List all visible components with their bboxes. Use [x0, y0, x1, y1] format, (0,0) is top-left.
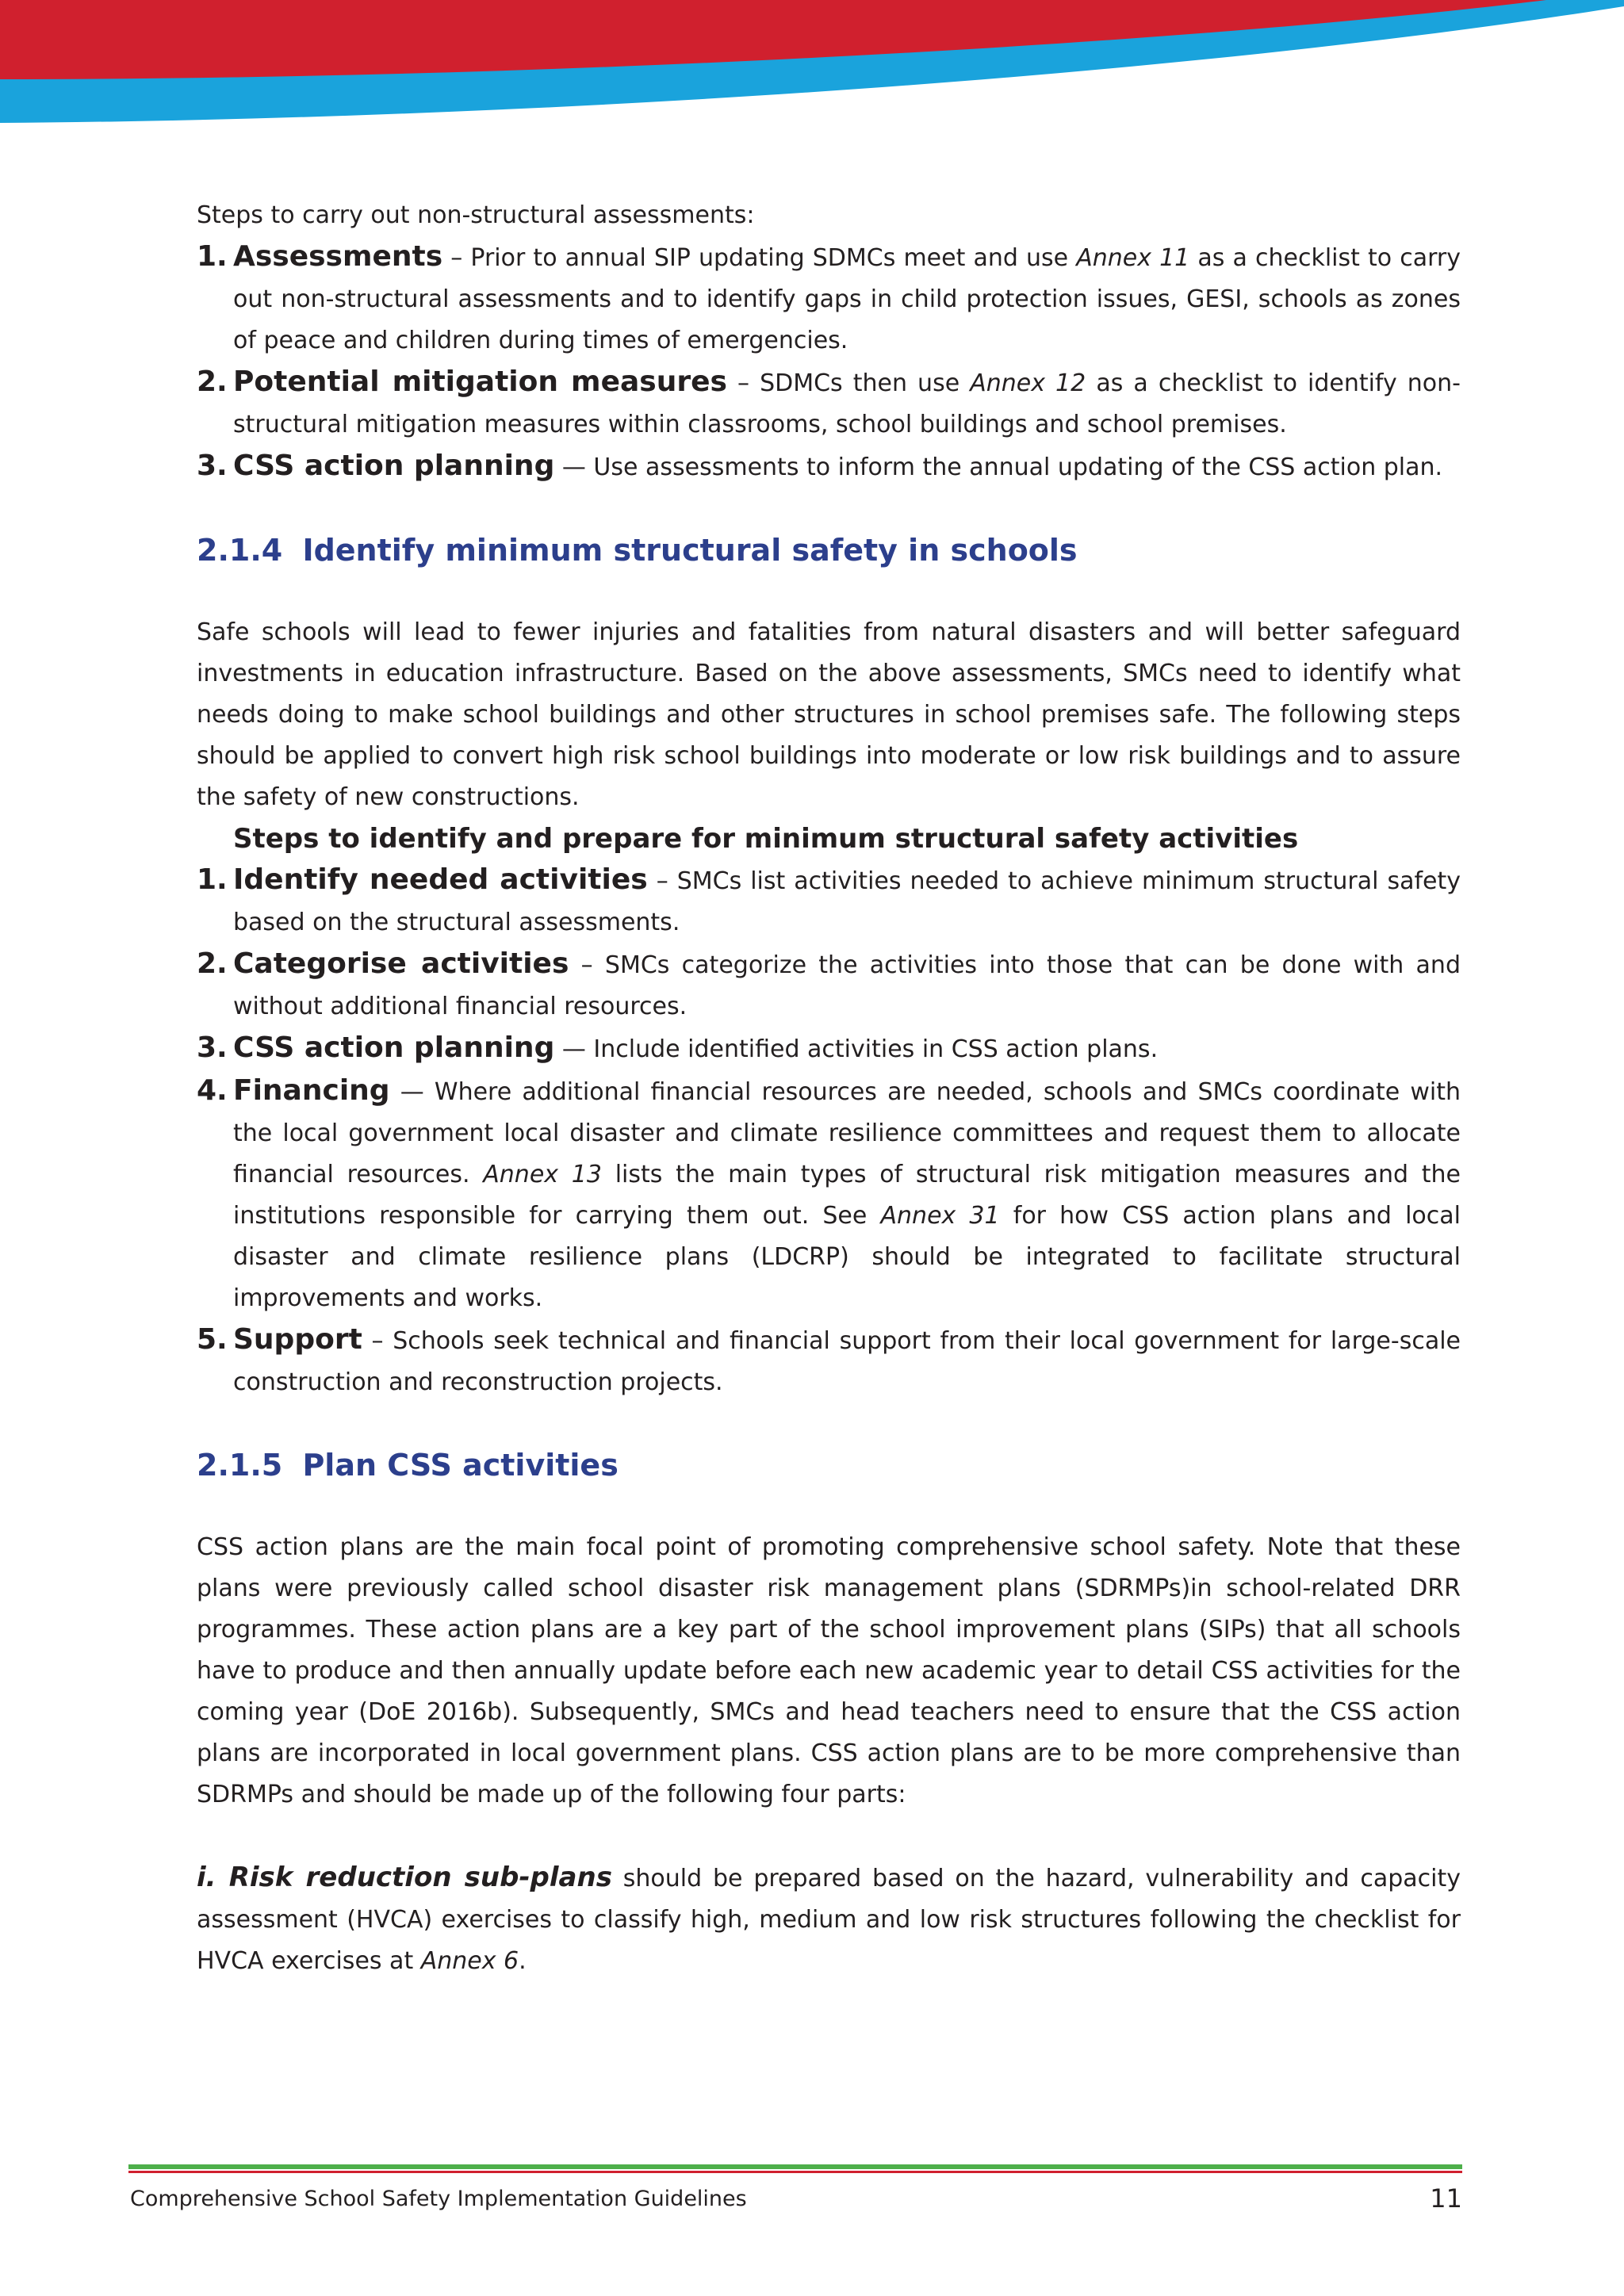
step-text: SMCs categorize the activities into those that can be done with and without additional financial resources. — [233, 951, 1461, 1020]
step-text: SMCs list activities needed to achieve minimum structural safety based on the structural assessments. — [233, 867, 1461, 936]
step-text: Use assessments to inform the annual updating of the CSS action plan. — [593, 453, 1443, 481]
steps-subheading: Steps to identify and prepare for minimum structural safety activities — [233, 823, 1299, 855]
list-item — [197, 1027, 1461, 1070]
footer-rule-green — [128, 2164, 1462, 2169]
section-number: 2.1.4 — [197, 533, 283, 568]
section-number: 2.1.5 — [197, 1448, 283, 1483]
step-separator: – — [647, 867, 677, 895]
annex-reference: Annex 31 — [880, 1202, 1000, 1230]
step-separator: — — [554, 1035, 594, 1063]
step-number: 5. — [197, 1323, 228, 1356]
list-item — [197, 1319, 1461, 1403]
list-item — [197, 1070, 1461, 1319]
step-number: 3. — [197, 1031, 228, 1064]
step-separator: – — [726, 369, 760, 397]
step-term: Assessments — [233, 240, 443, 273]
nonstructural-steps-list — [197, 236, 1461, 488]
list-item — [197, 859, 1461, 943]
step-term: Support — [233, 1323, 362, 1356]
step-term: CSS action planning — [233, 1031, 555, 1064]
section-heading-2-1-5 — [197, 1445, 1461, 1486]
section-title: Identify minimum structural safety in schools — [302, 533, 1078, 568]
subplan-end: . — [519, 1947, 527, 1975]
step-term: Potential mitigation measures — [233, 365, 727, 398]
list-item — [197, 446, 1461, 488]
list-item — [197, 362, 1461, 446]
annex-reference: Annex 12 — [970, 369, 1086, 397]
step-text: Where additional financial resources are needed, schools and SMCs coordinate with the local government local disaster and climate resilience committees and request them to allocate financial resources. — [233, 1078, 1461, 1188]
header-band — [0, 0, 1624, 135]
step-text: Schools seek technical and financial support from their local government for large-scale construction and reconstruction projects. — [233, 1327, 1461, 1396]
paragraph-gap — [197, 1816, 1461, 1857]
section-heading-2-1-4 — [197, 530, 1461, 571]
step-separator: – — [442, 244, 471, 272]
step-text: lists the main types of structural risk mitigation measures and the institutions responsible for carrying them out. See — [233, 1161, 1461, 1230]
step-number: 1. — [197, 863, 228, 896]
step-number: 1. — [197, 240, 228, 273]
subplan-term: i. Risk reduction sub-plans — [197, 1862, 612, 1893]
step-term: Categorise activities — [233, 947, 569, 980]
step-text: SDMCs then use — [760, 369, 971, 397]
list-item — [197, 943, 1461, 1027]
step-number: 2. — [197, 947, 228, 980]
paragraph-safe-schools: Safe schools will lead to fewer injuries and fatalities from natural disasters and will better safeguard investments in education infrastructure. Based on the above assessments, SMCs need to identify what needs doing to make school buildings and other structures in school premises safe. The following steps should be applied to convert high risk school buildings into moderate or low risk buildings and to assure the safety of new constructions. — [197, 618, 1461, 811]
step-text: for how CSS action plans and local disaster and climate resilience plans (LDCRP) should be integrated to facilitate structural improvements and works. — [233, 1202, 1461, 1312]
step-text: Prior to annual SIP updating SDMCs meet and use — [470, 244, 1077, 272]
list-item — [197, 236, 1461, 362]
paragraph-risk-reduction — [197, 1857, 1461, 1982]
step-text: Include identified activities in CSS action plans. — [593, 1035, 1159, 1063]
subplan-text: should be prepared based on the hazard, vulnerability and capacity assessment (HVCA) exercises to classify high, medium and low risk structures following the checklist for HVCA exercises at — [197, 1865, 1461, 1975]
step-text: as a checklist to identify non-structural mitigation measures within classrooms, school buildings and school premises. — [233, 369, 1461, 438]
step-separator: – — [362, 1327, 393, 1355]
step-term: Financing — [233, 1074, 390, 1107]
step-text: as a checklist to carry out non-structural assessments and to identify gaps in child protection issues, GESI, schools as zones of peace and children during times of emergencies. — [233, 244, 1461, 354]
page-content — [197, 195, 1461, 1982]
structural-steps-list — [197, 859, 1461, 1403]
step-number: 2. — [197, 365, 228, 398]
footer-rule-red — [128, 2171, 1462, 2173]
annex-reference: Annex 11 — [1076, 244, 1190, 272]
annex-reference: Annex 6 — [420, 1947, 519, 1975]
step-separator: — — [554, 453, 594, 481]
step-separator: – — [569, 951, 605, 979]
step-separator: — — [389, 1078, 435, 1106]
paragraph-css-action-plans: CSS action plans are the main focal point of promoting comprehensive school safety. Note that these plans were previously called school disaster risk management plans (SDRMPs)in school-related DRR programmes. These action plans are a key part of the school improvement plans (SIPs) that all schools have to produce and then annually update before each new academic year to detail CSS activities for the coming year (DoE 2016b). Subsequently, SMCs and head teachers need to ensure that the CSS action plans are incorporated in local government plans. CSS action plans are to be more comprehensive than SDRMPs and should be made up of the following four parts: — [197, 1533, 1461, 1808]
page-number: 11 — [1430, 2183, 1462, 2214]
step-term: Identify needed activities — [233, 863, 648, 896]
footer-title: Comprehensive School Safety Implementation Guidelines — [130, 2187, 747, 2211]
annex-reference: Annex 13 — [483, 1161, 602, 1188]
step-number: 3. — [197, 450, 228, 482]
intro-text: Steps to carry out non-structural assessments: — [197, 201, 755, 229]
step-number: 4. — [197, 1074, 228, 1107]
step-term: CSS action planning — [233, 450, 555, 482]
section-title: Plan CSS activities — [302, 1448, 619, 1483]
